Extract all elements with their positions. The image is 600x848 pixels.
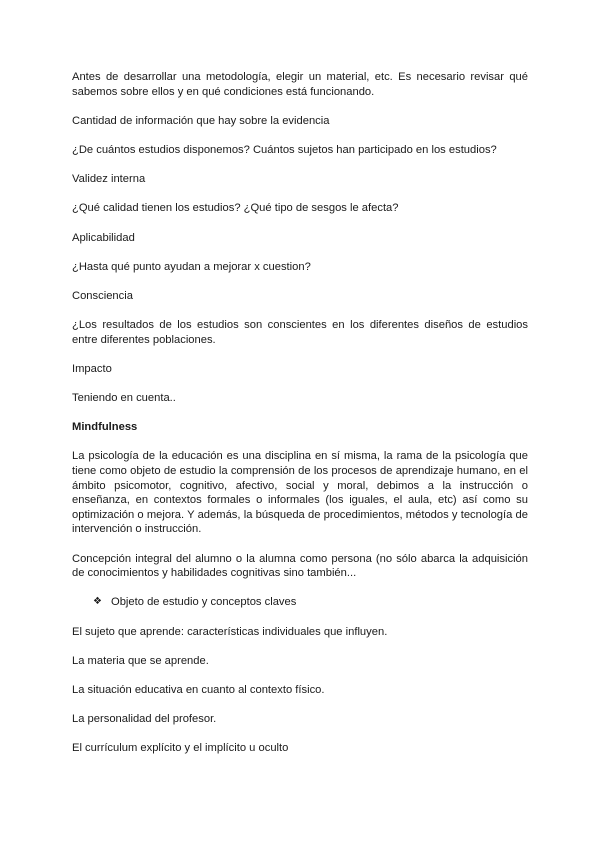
list-item: La situación educativa en cuanto al contexto físico. xyxy=(72,683,325,696)
list-item: El currículum explícito y el implícito u oculto xyxy=(72,742,289,755)
bullet-text: Objeto de estudio y conceptos claves xyxy=(111,596,297,609)
bullet-item xyxy=(93,595,528,610)
criterion-title: Impacto xyxy=(72,362,112,375)
list-item: La materia que se aprende. xyxy=(72,654,209,667)
criterion-question: ¿De cuántos estudios disponemos? Cuántos sujetos han participado en los estudios? xyxy=(72,143,497,156)
criterion-title: Cantidad de información que hay sobre la evidencia xyxy=(72,114,330,127)
section-paragraph-2: Concepción integral del alumno o la alumna como persona (no sólo abarca la adquisición de conocimientos y habilidades cognitivas sino también... xyxy=(72,552,528,580)
criterion-question: Teniendo en cuenta.. xyxy=(72,392,176,405)
criterion-title: Validez interna xyxy=(72,173,146,186)
intro-paragraph: Antes de desarrollar una metodología, elegir un material, etc. Es necesario revisar qué sabemos sobre ellos y en qué condiciones está funcionando. xyxy=(72,71,528,98)
criterion-question: ¿Hasta qué punto ayudan a mejorar x cuestion? xyxy=(72,260,311,273)
section-heading: Mindfulness xyxy=(72,421,138,434)
criterion-title: Aplicabilidad xyxy=(72,231,135,244)
diamond-bullet-icon: ❖ xyxy=(93,596,102,608)
criterion-question: ¿Los resultados de los estudios son conscientes en los diferentes diseños de estudios entre diferentes poblaciones. xyxy=(72,319,528,346)
document-page xyxy=(72,70,528,756)
criterion-question: ¿Qué calidad tienen los estudios? ¿Qué tipo de sesgos le afecta? xyxy=(72,202,399,215)
criterion-title: Consciencia xyxy=(72,289,133,302)
list-item: El sujeto que aprende: características individuales que influyen. xyxy=(72,625,388,638)
list-item: La personalidad del profesor. xyxy=(72,713,217,726)
section-paragraph-1: La psicología de la educación es una disciplina en sí misma, la rama de la psicología que tiene como objeto de estudio la comprensión de los procesos de aprendizaje humano, en el ámbito psicomotor, cognitivo, afectivo, social y moral, debimos a la instrucción o enseñanza, en contextos formales o informales (los iguales, el aula, etc) así como su optimización o mejora. Y además, la búsqueda de procedimientos, métodos y tecnología de intervención o instrucción. xyxy=(72,450,528,536)
